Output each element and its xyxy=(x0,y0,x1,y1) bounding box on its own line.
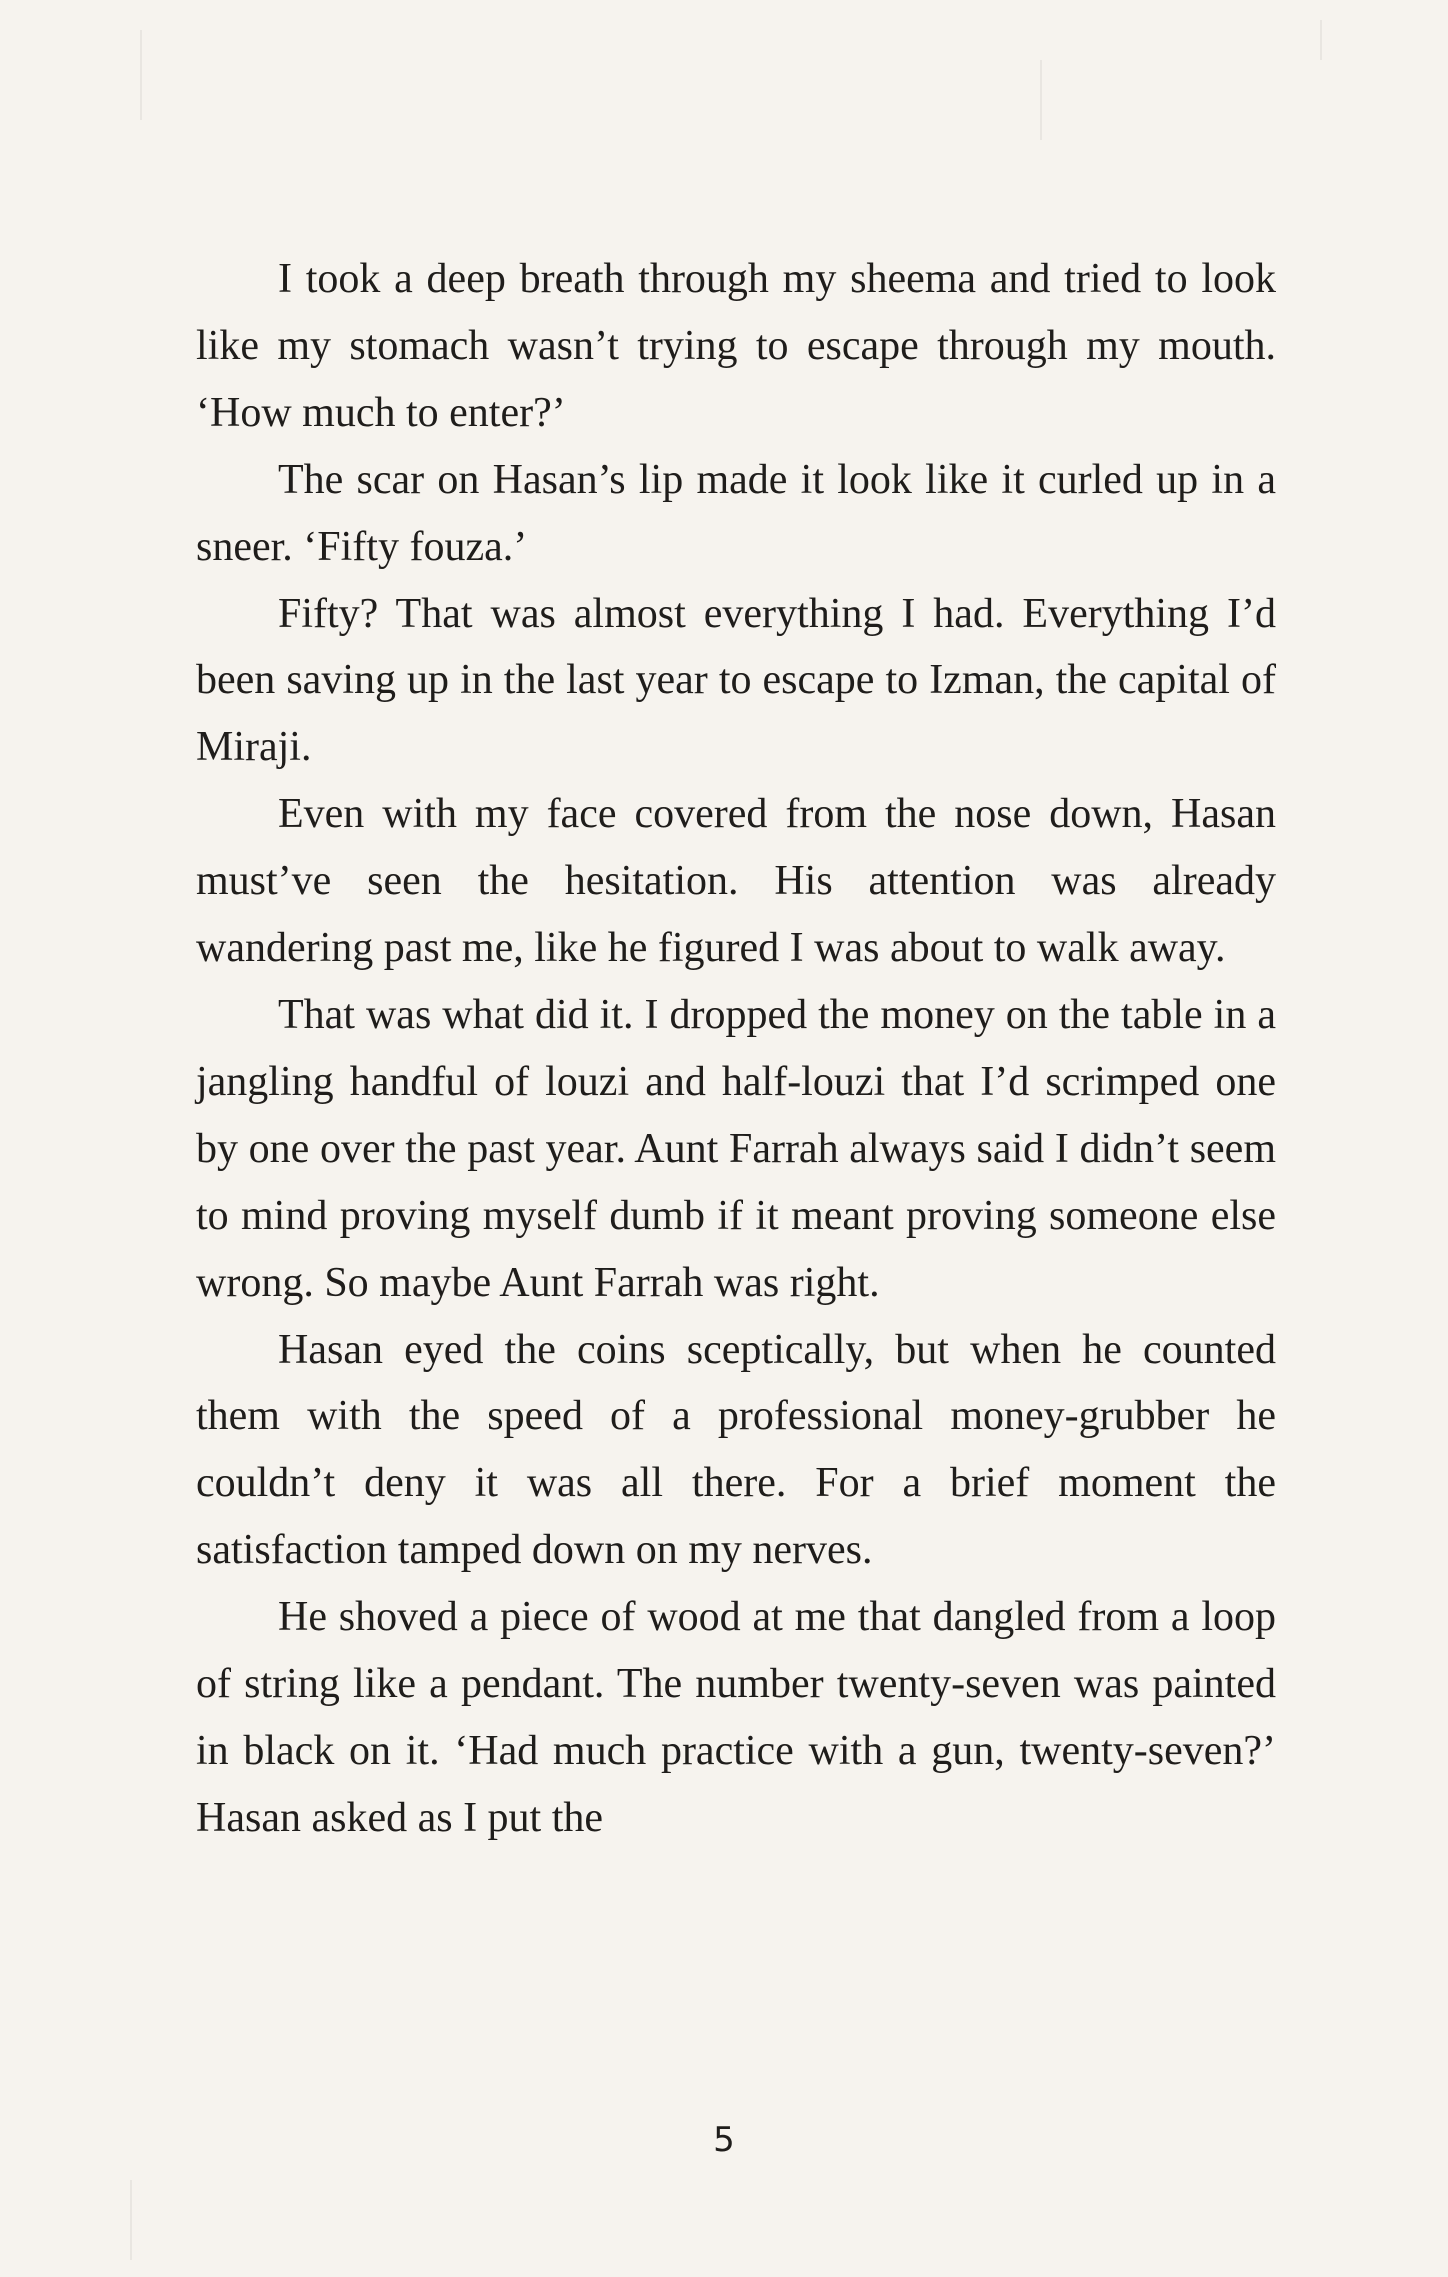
body-text xyxy=(196,246,1276,1852)
scan-artifact xyxy=(1040,60,1042,140)
paragraph: He shoved a piece of wood at me that dangled from a loop of string like a pendant. The number twenty-seven was painted in black on it. ‘Had much practice with a gun, twenty-seven?’ Hasan asked as I put the xyxy=(196,1594,1276,1841)
paragraph: Even with my face covered from the nose down, Hasan must’ve seen the hesitation. His attention was already wandering past me, like he figured I was about to walk away. xyxy=(196,791,1276,972)
page-number: 5 xyxy=(713,2120,735,2160)
paragraph: That was what did it. I dropped the money on the table in a jangling handful of louzi and half-louzi that I’d scrimped one by one over the past year. Aunt Farrah always said I didn’t seem to mind proving myself dumb if it meant proving someone else wrong. So maybe Aunt Farrah was right. xyxy=(196,991,1276,1306)
paragraph: I took a deep breath through my sheema and tried to look like my stomach wasn’t trying to escape through my mouth. ‘How much to enter?’ xyxy=(196,256,1276,436)
scan-artifact xyxy=(140,30,142,120)
paragraph: Hasan eyed the coins sceptically, but when he counted them with the speed of a professional money-grubber he couldn’t deny it was all there. For a brief moment the satisfaction tamped down on my nerves. xyxy=(196,1326,1276,1574)
paragraph: The scar on Hasan’s lip made it look like it curled up in a sneer. ‘Fifty fouza.’ xyxy=(196,456,1276,570)
scan-artifact xyxy=(130,2180,132,2260)
paragraph: Fifty? That was almost everything I had. Everything I’d been saving up in the last year to escape to Izman, the capital of Miraji. xyxy=(196,590,1276,771)
scan-artifact xyxy=(1320,20,1322,60)
